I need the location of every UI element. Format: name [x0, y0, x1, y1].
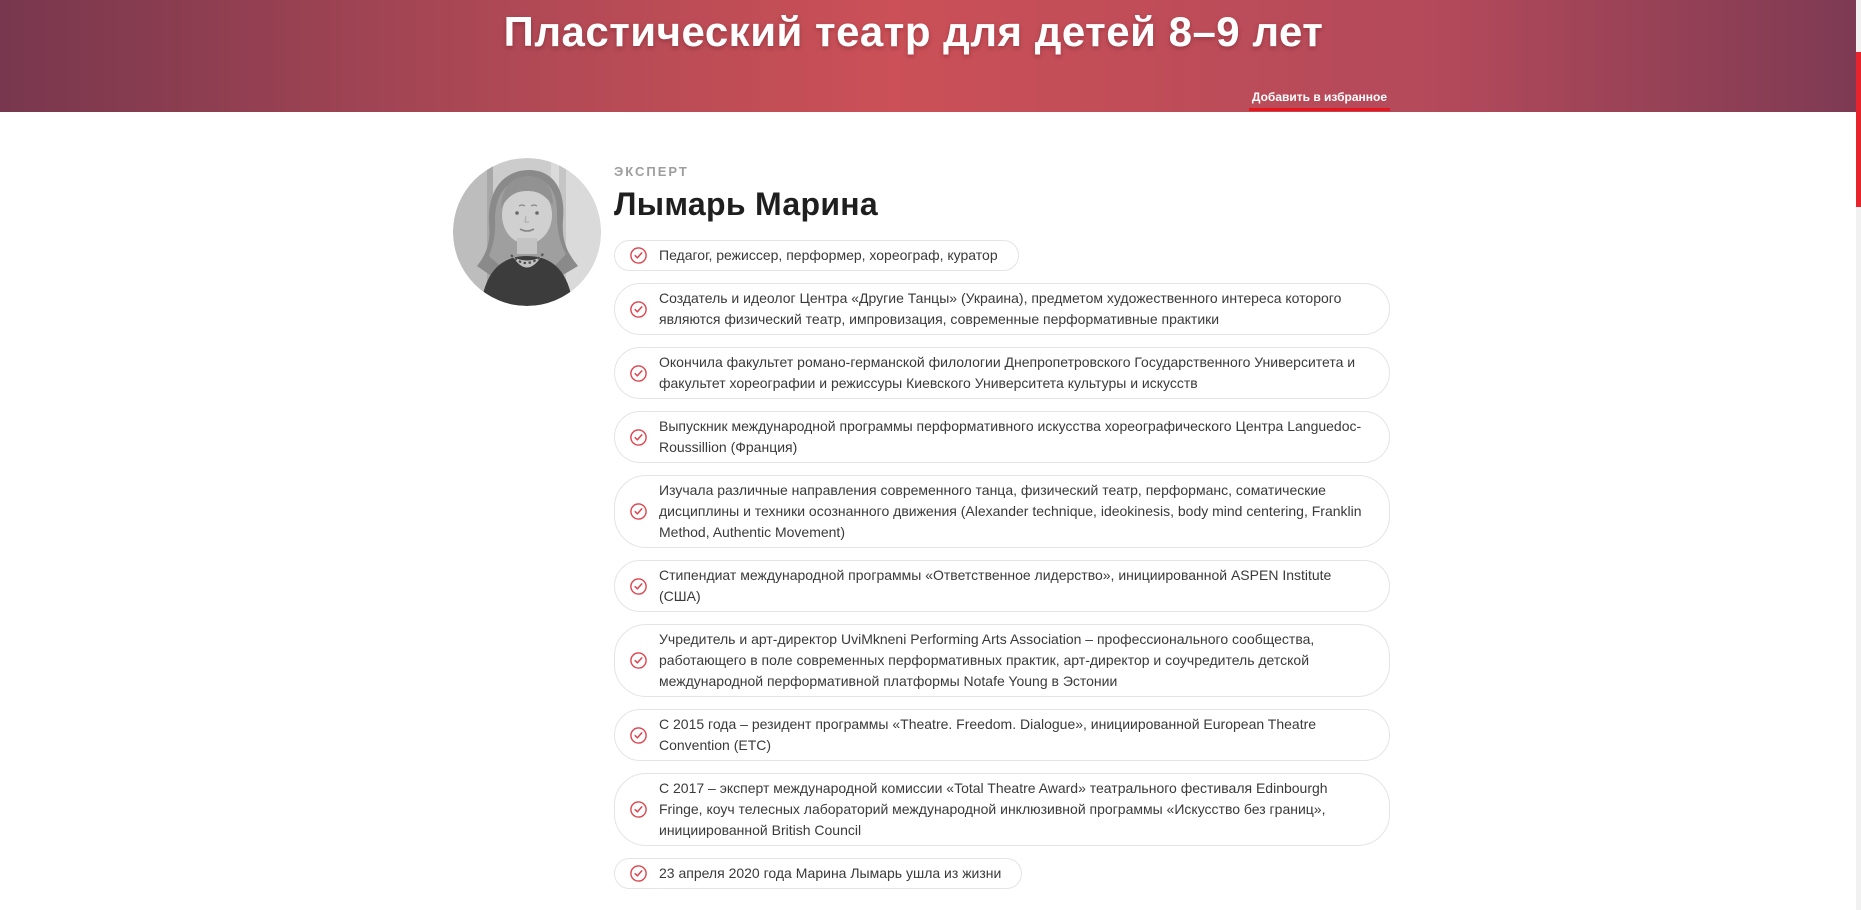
fact-text: С 2015 года – резидент программы «Theatre. Freedom. Dialogue», инициированной European Theatre Convention (ETC): [659, 716, 1317, 753]
fact-text: Выпускник международной программы перформативного искусства хореографического Центра Languedoc-Roussillion (Франция): [659, 418, 1362, 455]
expert-photo: [453, 158, 601, 306]
fact-pill: [614, 283, 1390, 335]
fact-text: Окончила факультет романо-германской филологии Днепропетровского Государственного Университета и факультет хореографии и режиссуры Киевского Университета культуры и искусств: [659, 354, 1356, 391]
expert-info: [601, 158, 1390, 901]
check-circle-icon: [630, 429, 647, 446]
fact-pill: [614, 347, 1390, 399]
fact-pill: [614, 709, 1390, 761]
fact-text: Педагог, режиссер, перформер, хореограф, куратор: [659, 247, 998, 263]
expert-name: Лымарь Марина: [614, 186, 879, 222]
add-to-favorites-link[interactable]: Добавить в избранное: [1249, 90, 1390, 111]
scrollbar-track[interactable]: [1856, 0, 1861, 910]
portrait-image: [453, 158, 601, 306]
fact-pill: [614, 858, 1022, 889]
page-header: [0, 0, 1861, 112]
expert-facts-list: [614, 240, 1390, 889]
fact-text: С 2017 – эксперт международной комиссии «Total Theatre Award» театрального фестиваля Edinbourgh Fringe, коуч телесных лабораторий международной инклюзивной программы «Искусство без границ», инициированной British Council: [659, 780, 1328, 838]
check-circle-icon: [630, 503, 647, 520]
page-title: Пластический театр для детей 8–9 лет: [503, 8, 1324, 55]
fact-text: Учредитель и арт-директор UviMkneni Performing Arts Association – профессионального сообщества, работающего в поле современных перформативных практик, арт-директор и соучредитель детской международной перформативной платформы Notafe Young в Эстонии: [659, 631, 1315, 689]
check-circle-icon: [630, 652, 647, 669]
fact-pill: [614, 624, 1390, 697]
check-circle-icon: [630, 801, 647, 818]
fact-text: 23 апреля 2020 года Марина Лымарь ушла из жизни: [659, 865, 1002, 881]
check-circle-icon: [630, 865, 647, 882]
expert-section: [437, 112, 1390, 901]
check-circle-icon: [630, 578, 647, 595]
check-circle-icon: [630, 365, 647, 382]
fact-pill: [614, 773, 1390, 846]
check-circle-icon: [630, 247, 647, 264]
expert-section-label: ЭКСПЕРТ: [614, 164, 689, 179]
fact-text: Изучала различные направления современного танца, физический театр, перформанс, соматические дисциплины и техники осознанного движения (Alexander technique, ideokinesis, body mind centering, Franklin Method, Authentic Movement): [659, 482, 1362, 540]
fact-pill: [614, 240, 1019, 271]
fact-pill: [614, 411, 1390, 463]
check-circle-icon: [630, 727, 647, 744]
check-circle-icon: [630, 301, 647, 318]
fact-text: Стипендиат международной программы «Ответственное лидерство», инициированной ASPEN Institute (США): [659, 567, 1332, 604]
fact-text: Создатель и идеолог Центра «Другие Танцы» (Украина), предметом художественного интереса которого являются физический театр, импровизация, современные перформативные практики: [659, 290, 1342, 327]
fact-pill: [614, 475, 1390, 548]
fact-pill: [614, 560, 1390, 612]
scrollbar-thumb[interactable]: [1856, 52, 1861, 207]
